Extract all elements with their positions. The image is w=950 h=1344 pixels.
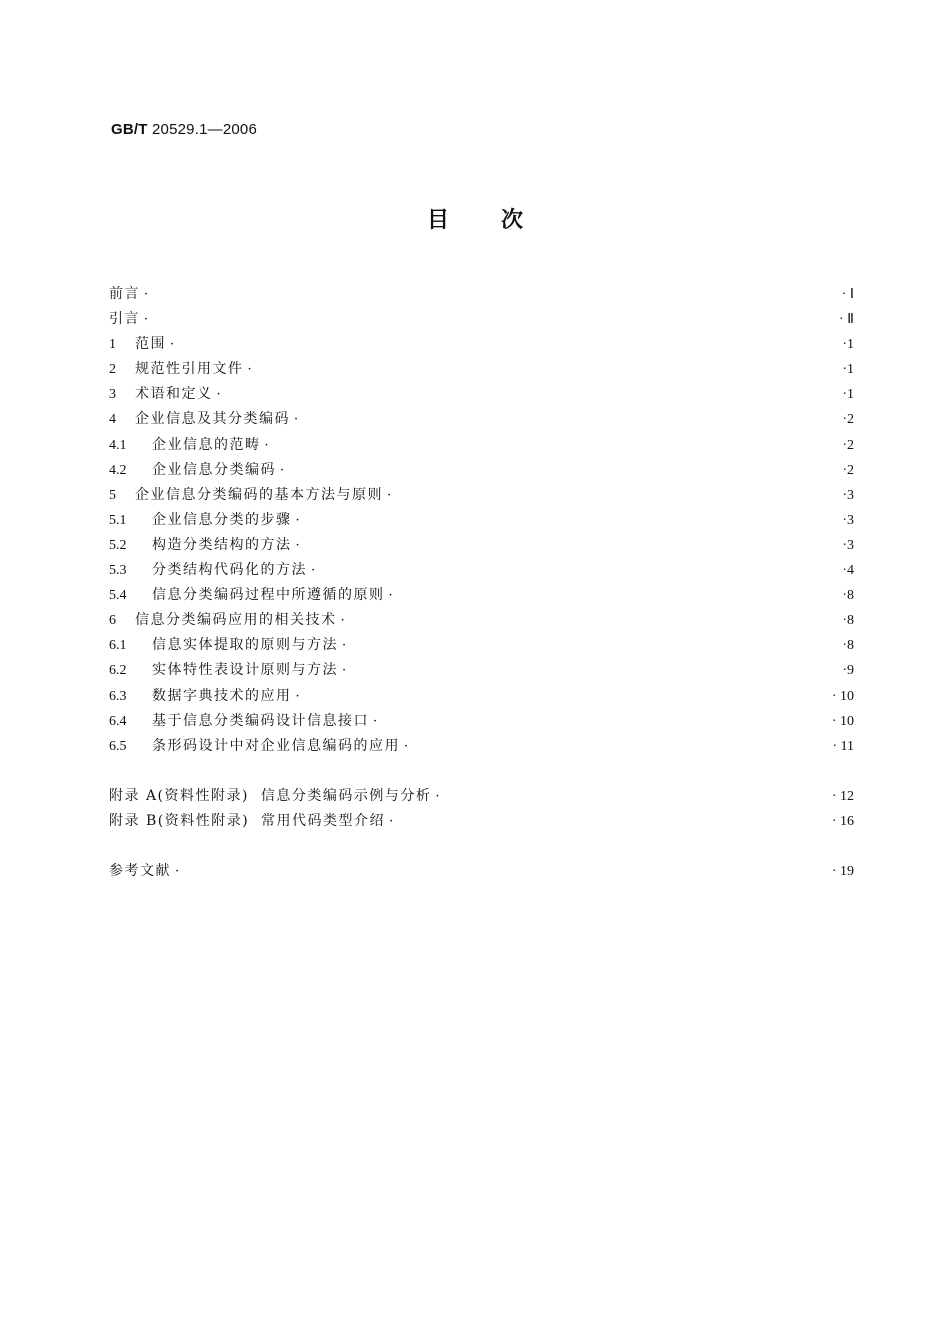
page-title: 目次 <box>426 208 575 233</box>
toc-page-number: · Ⅰ <box>841 287 854 302</box>
toc-page-number: · Ⅱ <box>838 312 854 328</box>
toc-entry[interactable]: 1 范围 · ·1 <box>109 332 854 357</box>
toc-entry[interactable]: 2 规范性引用文件 · ·1 <box>109 357 854 382</box>
section-spacer <box>109 834 854 859</box>
toc-page-number: · 12 <box>831 788 854 804</box>
toc-page-number: ·9 <box>842 663 854 679</box>
toc-entry[interactable]: 4.1 企业信息的范畴 · ·2 <box>109 433 854 458</box>
toc-page-number: ·1 <box>842 337 854 353</box>
toc-page-number: ·2 <box>842 412 854 428</box>
toc-entry[interactable]: 引言 · · Ⅱ <box>109 307 854 332</box>
toc-entry[interactable]: 6 信息分类编码应用的相关技术 · ·8 <box>109 608 854 633</box>
toc-page-number: ·2 <box>842 437 854 453</box>
toc-appendix-entry[interactable]: 附录 B(资料性附录) 常用代码类型介绍 · · 16 <box>109 809 854 834</box>
toc-entry[interactable]: 3 术语和定义 · ·1 <box>109 382 854 407</box>
toc-page-number: ·8 <box>842 588 854 604</box>
toc-page-number: ·1 <box>842 362 854 378</box>
toc-entry[interactable]: 6.2 实体特性表设计原则与方法 · ·9 <box>109 658 854 683</box>
toc-page-number: · 10 <box>831 688 854 704</box>
standard-prefix: GB/T <box>111 121 148 138</box>
toc-entry[interactable]: 5.4 信息分类编码过程中所遵循的原则 · ·8 <box>109 583 854 608</box>
toc-page-number: ·2 <box>842 462 854 478</box>
toc-page-number: ·8 <box>842 613 854 629</box>
toc-entry[interactable]: 4.2 企业信息分类编码 · ·2 <box>109 458 854 483</box>
toc-page-number: ·1 <box>842 387 854 403</box>
toc-entry[interactable]: 前言 · · Ⅰ <box>109 282 854 307</box>
standard-code <box>111 121 257 138</box>
toc-page-number: · 19 <box>831 863 854 879</box>
toc-page-number: ·8 <box>842 638 854 654</box>
standard-number: 20529.1—2006 <box>152 121 258 138</box>
toc-references-entry[interactable]: 参考文献 · · 19 <box>109 859 854 884</box>
toc-page-number: · 10 <box>831 713 854 729</box>
toc-entry[interactable]: 5.3 分类结构代码化的方法 · ·4 <box>109 558 854 583</box>
section-spacer <box>109 759 854 784</box>
toc-entry[interactable]: 6.4 基于信息分类编码设计信息接口 · · 10 <box>109 709 854 734</box>
toc-entry[interactable]: 6.3 数据字典技术的应用 · · 10 <box>109 684 854 709</box>
toc-entry[interactable]: 5 企业信息分类编码的基本方法与原则 · ·3 <box>109 483 854 508</box>
toc-entry[interactable]: 5.1 企业信息分类的步骤 · ·3 <box>109 508 854 533</box>
toc-page-number: · 16 <box>831 813 854 829</box>
toc-entry[interactable]: 4 企业信息及其分类编码 · ·2 <box>109 407 854 432</box>
toc-page-number: ·3 <box>842 537 854 553</box>
toc-page-number: ·4 <box>842 563 854 579</box>
toc-entry[interactable]: 6.1 信息实体提取的原则与方法 · ·8 <box>109 633 854 658</box>
toc-entry[interactable]: 5.2 构造分类结构的方法 · ·3 <box>109 533 854 558</box>
toc-entry[interactable]: 6.5 条形码设计中对企业信息编码的应用 · · 11 <box>109 734 854 759</box>
toc-page-number: ·3 <box>842 487 854 503</box>
table-of-contents <box>109 282 854 884</box>
toc-appendix-entry[interactable]: 附录 A(资料性附录) 信息分类编码示例与分析 · · 12 <box>109 784 854 809</box>
toc-page-number: · 11 <box>832 738 854 754</box>
toc-page-number: ·3 <box>842 512 854 528</box>
